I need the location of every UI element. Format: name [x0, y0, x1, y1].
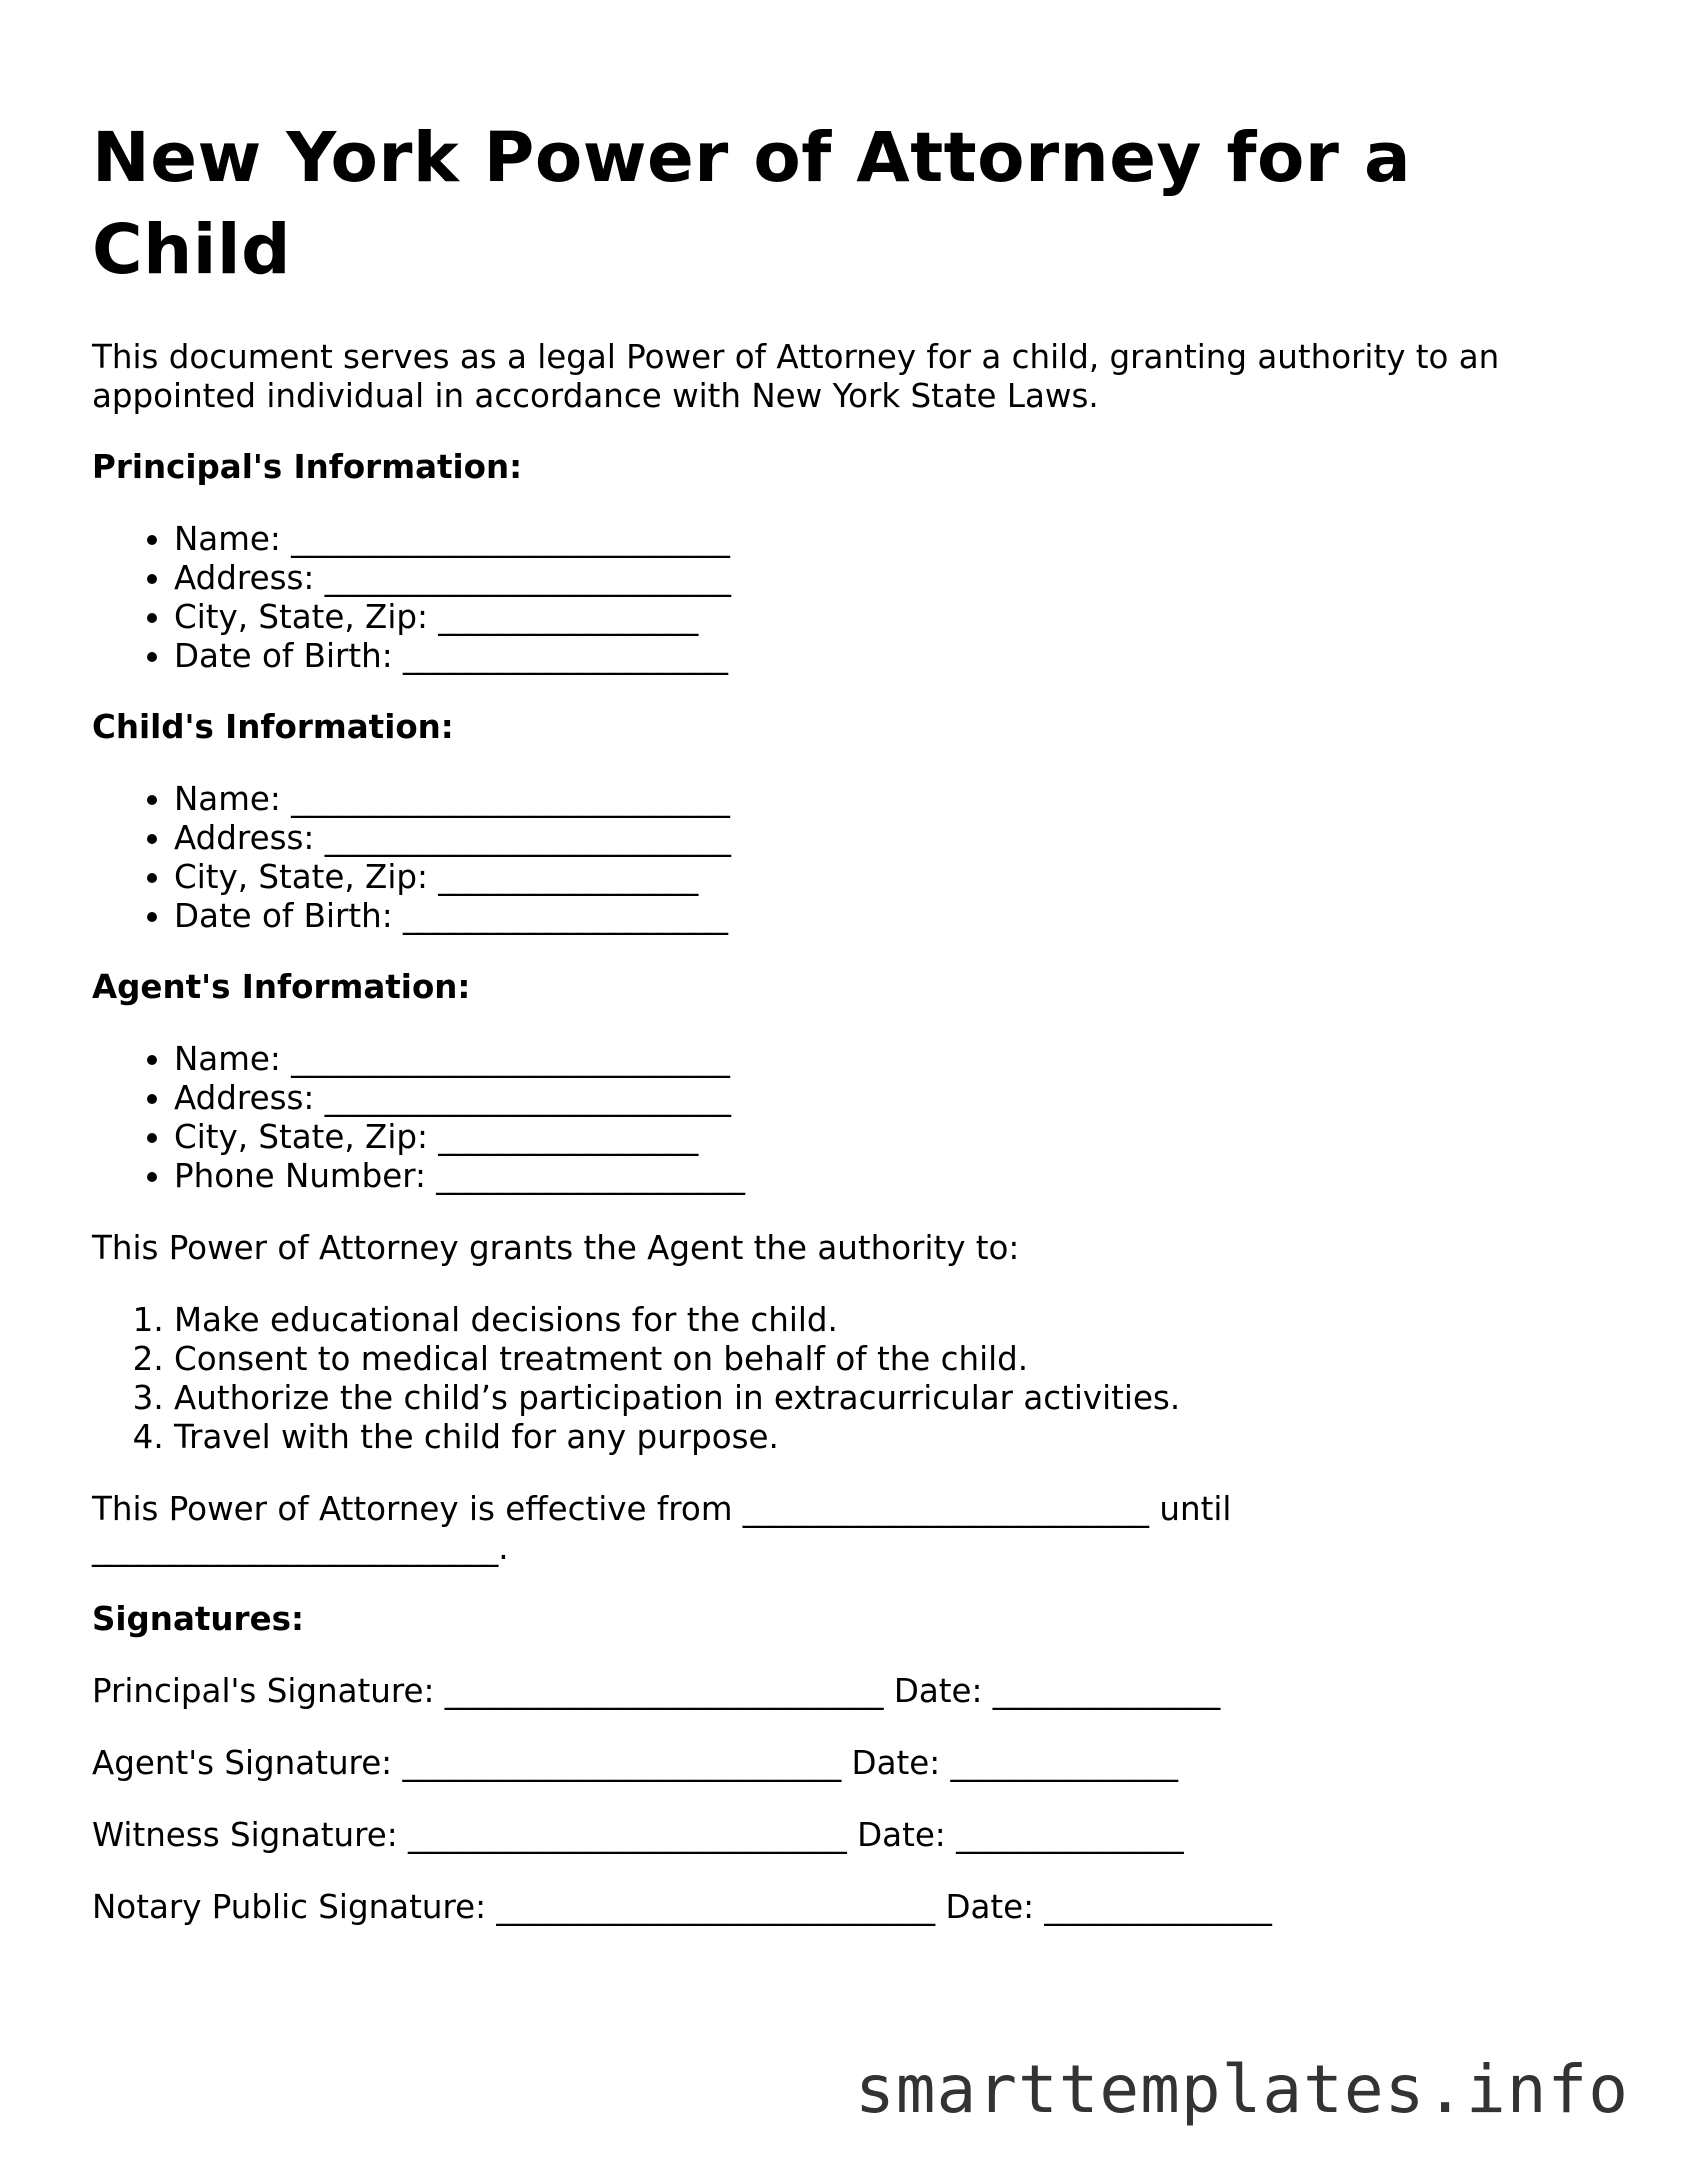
principal-address-field: • Address: _________________________ [174, 559, 1592, 598]
child-address-field: • Address: _________________________ [174, 819, 1592, 858]
witness-signature-line: Witness Signature: ___________________________ Date: ______________ [92, 1816, 1184, 1854]
agent-fields-list [92, 1040, 1592, 1196]
signatures-heading: Signatures: [92, 1600, 304, 1638]
effective-dates: This Power of Attorney is effective from _________________________ until _________________________. [92, 1490, 1232, 1567]
document-page [92, 112, 1592, 1927]
agent-name-field: • Name: ___________________________ [174, 1040, 1592, 1079]
authority-intro: This Power of Attorney grants the Agent the authority to: [92, 1229, 1020, 1267]
child-name-field: • Name: ___________________________ [174, 780, 1592, 819]
authority-item: 4. Travel with the child for any purpose. [174, 1418, 1592, 1457]
child-fields-list [92, 780, 1592, 936]
authorities-list [92, 1301, 1592, 1457]
agent-heading: Agent's Information: [92, 968, 471, 1006]
authority-item: 3. Authorize the child’s participation in extracurricular activities. [174, 1379, 1592, 1418]
authority-item: 2. Consent to medical treatment on behalf of the child. [174, 1340, 1592, 1379]
principal-fields-list [92, 520, 1592, 676]
principal-signature-line: Principal's Signature: ___________________________ Date: ______________ [92, 1672, 1221, 1710]
principal-dob-field: • Date of Birth: ____________________ [174, 637, 1592, 676]
child-dob-field: • Date of Birth: ____________________ [174, 897, 1592, 936]
principal-heading: Principal's Information: [92, 448, 523, 486]
document-title: New York Power of Attorney for a Child [92, 118, 1412, 290]
agent-phone-field: • Phone Number: ___________________ [174, 1157, 1592, 1196]
notary-signature-line: Notary Public Signature: ___________________________ Date: ______________ [92, 1888, 1272, 1926]
authority-item: 1. Make educational decisions for the child. [174, 1301, 1592, 1340]
agent-signature-line: Agent's Signature: ___________________________ Date: ______________ [92, 1744, 1179, 1782]
intro-paragraph: This document serves as a legal Power of Attorney for a child, granting authority to an appointed individual in accordance with New York State Laws. [92, 338, 1500, 415]
principal-name-field: • Name: ___________________________ [174, 520, 1592, 559]
watermark: smarttemplates.info [855, 2051, 1629, 2128]
child-heading: Child's Information: [92, 708, 454, 746]
child-city-state-zip-field: • City, State, Zip: ________________ [174, 858, 1592, 897]
agent-address-field: • Address: _________________________ [174, 1079, 1592, 1118]
principal-city-state-zip-field: • City, State, Zip: ________________ [174, 598, 1592, 637]
agent-city-state-zip-field: • City, State, Zip: ________________ [174, 1118, 1592, 1157]
